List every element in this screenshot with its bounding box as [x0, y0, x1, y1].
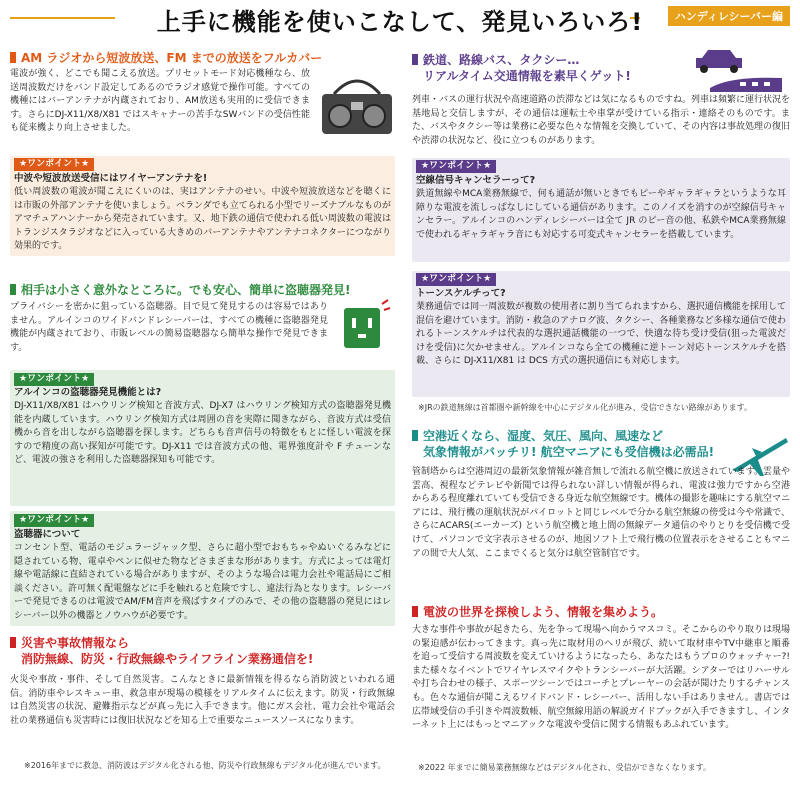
left-s2-body: プライバシーを密かに狙っている盗聴器。目で見て発見するのは容易ではありません。アルインコのワイドバンドレシーバーは、すべての機種に盗聴器発見機能が内蔵されており、市販レベルの簡易盗聴器なら簡単な操作で発見できます。: [10, 302, 328, 353]
left-s2-tip1-body: DJ-X11/X8/X81 はハウリング検知と音波方式、DJ-X7 はハウリング検知方式の盗聴器発見機能を内蔵しています。ハウリング検知方式は周囲の音を実際に聞きながら、音波方式は受信機から音を出しながら盗聴器を探します。どちらも音声信号の特徴をもとに怪しい電波を探すので精度の高い探知が可能です。DJ-X11 では音波方式の他、電界強度計や F チューンなど、電波の強さを利用した盗聴器探知も可能です。: [14, 401, 391, 466]
left-s1-heading: AM ラジオから短波放送、FM までの放送をフルカバー: [10, 50, 395, 66]
right-s2-heading-line2: 気象情報がバッチリ! 航空マニアにも受信機は必需品!: [423, 445, 715, 459]
left-s3-body: 火災や事故・事件、そして自然災害。こんなときに最新情報を得るなら消防波といわれる通信。消防車やレスキュー車、救急車が現場の模様をリアルタイムに伝えます。防災・行政無線は自然災害の状況、避難指示などが真っ先に入手できます。他にガス会社、電力会社や電話会社の業務通信も災害時には復旧状況などを知る上で重要なニュースソースになります。: [10, 675, 395, 726]
left-s2-tip2-badge: ★ワンポイント★: [14, 514, 94, 527]
right-s1-heading-line2: リアルタイム交通情報を素早くゲット!: [423, 69, 631, 83]
right-s1-note: ※JRの鉄道無線は首都圏や新幹線を中心にデジタル化が進み、受信できない路線があります。: [418, 403, 752, 412]
right-s1-tip1-badge: ★ワンポイント★: [416, 160, 496, 173]
left-s2-tip2-title: 盗聴器について: [14, 529, 81, 540]
heading-bar: [10, 52, 16, 63]
right-s1-tip2-badge: ★ワンポイント★: [416, 273, 496, 286]
right-s1-tip1-body: 鉄道無線やMCA業務無線で、何も通話が無いときでもピーやギャラギャラというような耳障りな電波を流しっぱなしにしている通信があります。このノイズを消すのが空線信号キャンセラー。アルインコのハンディレシーバーは全て JR のピー音の他、私鉄やMCA業務無線で使われるギャラギャラ音にも対応する可変式キャンセラーを搭載しています。: [416, 189, 786, 240]
page-header: [0, 0, 800, 40]
left-s2-tip2-body: コンセント型、電話のモジュラージャック型、さらに超小型でおもちゃやぬいぐるみなどに隠されている物、電卓やペンに似せた物などさまざまな形があります。方式によっては電灯線や電話線に直結されている場合がありますが、そのような場合は電力会社や電話局にご相談ください。許可無く配電盤などに手を触れると危険ですし、違法行為となります。レシーバーで発見できるのは電波でAM/FM音声を飛ばすタイプのみで、その他の盗聴器の発見にはレシーバー以外の機器とノウハウが必要です。: [14, 543, 391, 621]
taxi-train-icon: [690, 40, 790, 100]
heading-bar: [412, 54, 418, 65]
page-title: 上手に機能を使いこなして、発見いろいろ!: [156, 8, 644, 36]
right-s3-note: ※2022 年までに簡易業務無線などはデジタル化され、受信ができなくなります。: [418, 763, 711, 772]
left-s2-tip1-title: アルインコの盗聴器発見機能とは?: [14, 387, 162, 398]
left-s3-note: ※2016年までに救急、消防波はデジタル化される他、防災や行政無線もデジタル化が進んでいます。: [24, 761, 386, 770]
heading-bar: [10, 637, 16, 648]
right-s1-tip1-title: 空線信号キャンセラーって?: [416, 175, 536, 186]
left-s1-tip-badge: ★ワンポイント★: [14, 158, 94, 171]
right-s3-body: 大きな事件や事故が起きたら、先を争って現場へ向かうマスコミ。そこからのやり取りは現場の緊迫感が伝わってきます。真っ先に取材用のヘリが飛び、続いて取材車やTV中継車と順番を追って受信する周波数を変えていけるようになったら、あなたはもうプロのウォッチャー?! また様々なイベントでワイヤレスマイクやトランシーバーが大活躍。シアターではリハーサルや打ち合わせの様子、スポーツシーンではコーチとプレーヤーの会話が聞けたりするチャンスも。色々な通信が聞こえるワイドバンド・レシーバー、活用しない手はありません。書店では広帯域受信の手引きや周波数帳、航空無線用語の解説ガイドブックが入手できますし、インターネット上にはもっとマニアックな電波や受信に関する情報もあふれています。: [412, 625, 790, 731]
left-s1-body: 電波が強く、どこでも聞こえる放送。プリセットモード対応機種なら、放送周波数だけをバンド設定してあるのでラジオ感覚で操作可能。すべての機種にはバーアンテナが内蔵されており、AM放送も実用的に受信できます。さらにDJ-X11/X8/X81 ではスキャナーの苦手なSWバンドの受信性能も従来機より向上させました。: [10, 69, 310, 134]
left-s1-tip-body: 低い周波数の電波が聞こえにくいのは、実はアンテナのせい。中波や短波放送などを聴くには市販の外部アンテナを使いましょう。ベランダでも立てられる小型でリーズナブルなものがアマチュアハンナーから発売されています。又、地下鉄の通信で使われる低い周波数の電波はトランジスタラジオなどに入っている大きめのバーアンテナやアンテナコネクターにつながり効果的です。: [14, 187, 391, 252]
right-s1-heading: 鉄道、路線バス、タクシー…: [412, 52, 692, 68]
heading-bar: [412, 430, 418, 441]
left-s3-heading-line2: 消防無線、防災・行政無線やライフライン業務通信を!: [21, 652, 314, 666]
right-s1-tip2-body: 業務通信では同一周波数が複数の使用者に割り当てられますから、選択通信機能を採用して混信を避けています。消防・救急のアナログ波、タクシー、各種業務など多様な通信で使われるトーンスケルチは代表的な選択通話機能の一つで、快適な待ち受け受信(狙った電波だけを受信)に欠かせません。アルインコなら全ての機種に逆トーン対応トーンスケルチを搭載、さらに DJ-X11/X81 は DCS 方式の選択通信にも対応します。: [416, 302, 786, 367]
outlet-icon: [338, 298, 392, 354]
right-s1-body: 列車・バスの運行状況や高速道路の渋滞などは気になるものですね。列車は頻繁に運行状況を基地局と交信しますが、その通信は運転士や車掌が受けている指示・連絡そのものです。また、バスやタクシー等は業務に必要な色々な情報を交換していて、その内容は事故処理の復旧や渋滞の状況など、役に立つものがあります。: [412, 95, 790, 146]
left-s2-tip1-badge: ★ワンポイント★: [14, 373, 94, 386]
header-tag: ハンディレシーバー編: [668, 6, 790, 26]
right-s2-body: 管制塔からは空港周辺の最新気象情報が雑音無しで流れる航空機に放送されています。雲量や雲高、視程などテレビや新聞では得られない詳しい情報が得られ、電波は強力ですから空港からある程度離れていても受信できる身近な航空無線です。機体の撮影を趣味にする航空マニアには、飛行機の運航状況がパイロットと同じレベルで分かる航空無線の傍受は今や常識で、さらにACARS(エーカーズ) という航空機と地上間の無線データ通信のやりとりを受信機で受けて、パソコンで文字表示させるのが、地図ソフト上で飛行機の位置表示をさせることもマニアの間で大人気、ここまでくると気分は航空管制官です。: [412, 467, 790, 559]
heading-bar: [10, 284, 16, 295]
right-s3-heading: 電波の世界を探検しよう、情報を集めよう。: [412, 604, 790, 620]
heading-bar: [412, 606, 418, 617]
left-s3-heading: 災害や事故情報なら: [10, 635, 395, 651]
right-s1-tip2-title: トーンスケルチって?: [416, 288, 506, 299]
radio-icon: [318, 72, 396, 144]
right-s2-heading: 空港近くなら、湿度、気圧、風向、風速など: [412, 428, 732, 444]
left-s2-heading: 相手は小さく意外なところに。でも安心、簡単に盗聴器発見!: [10, 282, 395, 298]
left-s1-tip-title: 中波や短波放送受信にはワイヤーアンテナを!: [14, 173, 208, 184]
